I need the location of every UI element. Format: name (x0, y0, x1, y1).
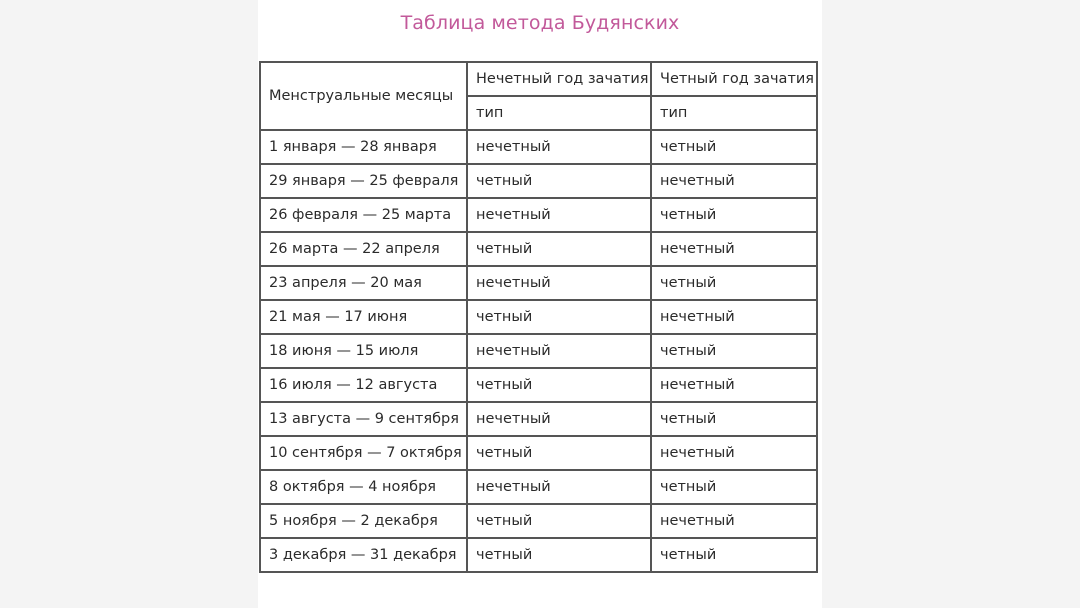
cell-period: 3 декабря — 31 декабря (260, 538, 467, 572)
table-row (260, 300, 817, 334)
cell-odd-year: четный (467, 232, 651, 266)
page-title: Таблица метода Будянских (400, 12, 680, 34)
cell-even-year: нечетный (651, 164, 817, 198)
cell-period: 1 января — 28 января (260, 130, 467, 164)
cell-even-year: четный (651, 334, 817, 368)
cell-odd-year: нечетный (467, 198, 651, 232)
cell-even-year: четный (651, 538, 817, 572)
table-row (260, 402, 817, 436)
subheader-odd-type: тип (467, 96, 651, 130)
cell-odd-year: четный (467, 538, 651, 572)
table-row (260, 436, 817, 470)
subheader-even-type: тип (651, 96, 817, 130)
cell-odd-year: нечетный (467, 334, 651, 368)
table-row (260, 198, 817, 232)
cell-odd-year: нечетный (467, 130, 651, 164)
header-even-year: Четный год зачатия (651, 62, 817, 96)
header-odd-year: Нечетный год зачатия (467, 62, 651, 96)
cell-even-year: четный (651, 266, 817, 300)
table-row (260, 266, 817, 300)
cell-period: 10 сентября — 7 октября (260, 436, 467, 470)
cell-even-year: четный (651, 130, 817, 164)
cell-even-year: нечетный (651, 232, 817, 266)
cell-odd-year: нечетный (467, 402, 651, 436)
cell-period: 18 июня — 15 июля (260, 334, 467, 368)
cell-period: 29 января — 25 февраля (260, 164, 467, 198)
cell-odd-year: четный (467, 368, 651, 402)
cell-odd-year: нечетный (467, 266, 651, 300)
cell-odd-year: четный (467, 436, 651, 470)
cell-even-year: нечетный (651, 300, 817, 334)
cell-even-year: нечетный (651, 368, 817, 402)
table-header-row (260, 62, 817, 96)
cell-even-year: четный (651, 198, 817, 232)
table-row (260, 538, 817, 572)
cell-odd-year: четный (467, 300, 651, 334)
budyansky-table (259, 61, 818, 573)
cell-period: 23 апреля — 20 мая (260, 266, 467, 300)
header-months: Менструальные месяцы (260, 62, 467, 130)
table-row (260, 470, 817, 504)
table-row (260, 232, 817, 266)
table-row (260, 504, 817, 538)
cell-period: 26 февраля — 25 марта (260, 198, 467, 232)
content-area (258, 0, 822, 608)
cell-even-year: четный (651, 402, 817, 436)
cell-odd-year: нечетный (467, 470, 651, 504)
cell-period: 5 ноября — 2 декабря (260, 504, 467, 538)
cell-period: 16 июля — 12 августа (260, 368, 467, 402)
table-row (260, 164, 817, 198)
cell-even-year: нечетный (651, 504, 817, 538)
left-margin (0, 0, 258, 608)
cell-period: 8 октября — 4 ноября (260, 470, 467, 504)
table-row (260, 368, 817, 402)
cell-even-year: четный (651, 470, 817, 504)
cell-odd-year: четный (467, 164, 651, 198)
cell-odd-year: четный (467, 504, 651, 538)
cell-period: 21 мая — 17 июня (260, 300, 467, 334)
table-row (260, 130, 817, 164)
cell-even-year: нечетный (651, 436, 817, 470)
right-margin (822, 0, 1080, 608)
cell-period: 13 августа — 9 сентября (260, 402, 467, 436)
table-row (260, 334, 817, 368)
cell-period: 26 марта — 22 апреля (260, 232, 467, 266)
